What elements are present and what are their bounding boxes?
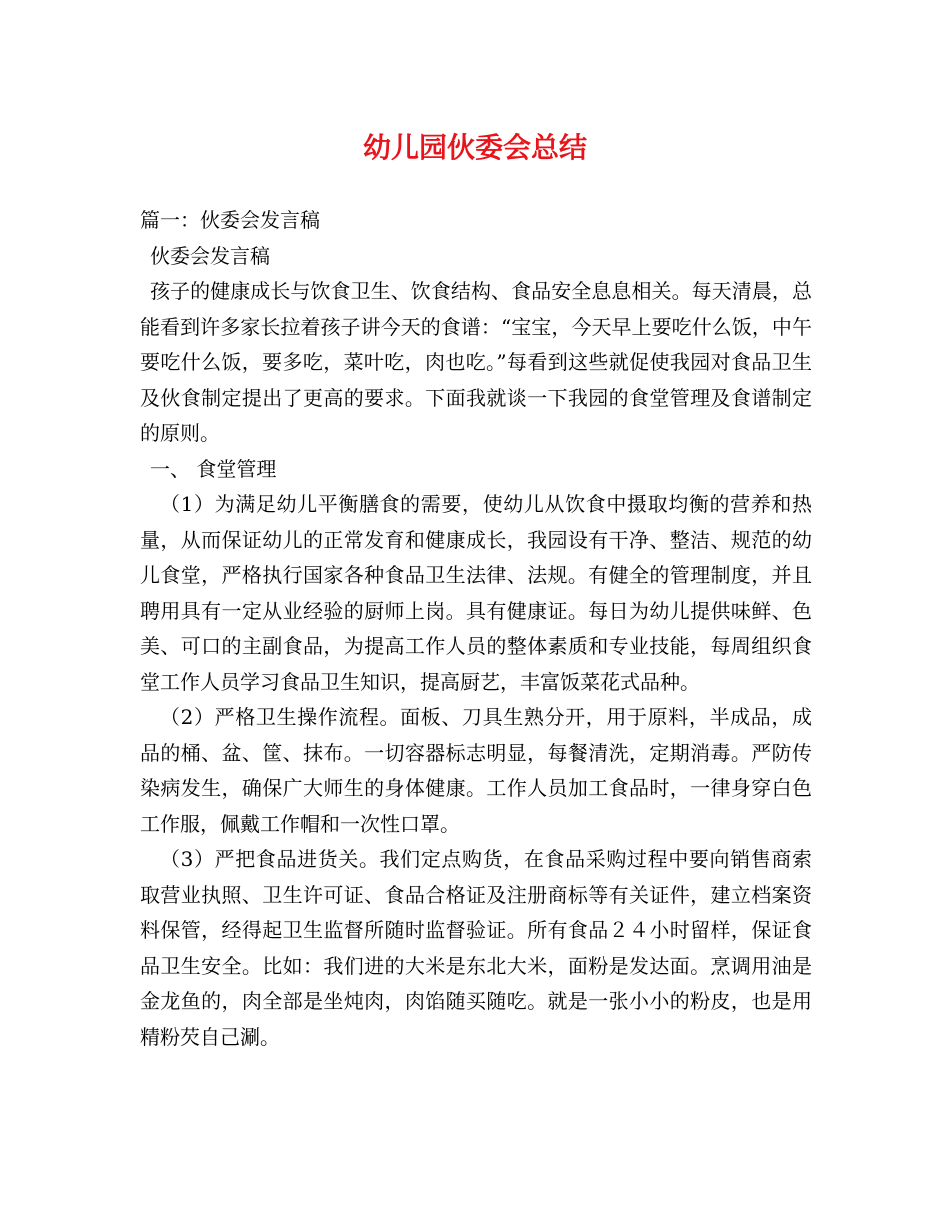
paragraph-item-2: （2）严格卫生操作流程。面板、刀具生熟分开，用于原料，半成品，成品的桶、盆、筐、抹布。一切容器标志明显，每餐清洗，定期消毒。严防传染病发生，确保广大师生的身体健康。工作人员加工食品时，一律身穿白色工作服，佩戴工作帽和一次性口罩。 — [140, 705, 812, 836]
intro-paragraph: 孩子的健康成长与饮食卫生、饮食结构、食品安全息息相关。每天清晨，总能看到许多家长拉着孩子讲今天的食谱：“宝宝，今天早上要吃什么饭，中午要吃什么饭，要多吃，菜叶吃，肉也吃。”每看到这些就促使我园对食品卫生及伙食制定提出了更高的要求。下面我就谈一下我园的食堂管理及食谱制定的原则。 — [140, 279, 812, 445]
paragraph-item-1: （1）为满足幼儿平衡膳食的需要，使幼儿从饮食中摄取均衡的营养和热量，从而保证幼儿的正常发育和健康成长，我园设有干净、整洁、规范的幼儿食堂，严格执行国家各种食品卫生法律、法规。有健全的管理制度，并且聘用具有一定从业经验的厨师上岗。具有健康证。每日为幼儿提供味鲜、色美、可口的主副食品，为提高工作人员的整体素质和专业技能，每周组织食堂工作人员学习食品卫生知识，提高厨艺，丰富饭菜花式品种。 — [140, 492, 812, 694]
section-heading: 篇一：伙委会发言稿 — [140, 208, 320, 232]
document-body — [140, 203, 812, 1055]
paragraph-item-3: （3）严把食品进货关。我们定点购货，在食品采购过程中要向销售商索取营业执照、卫生许可证、食品合格证及注册商标等有关证件，建立档案资料保管，经得起卫生监督所随时监督验证。所有食品２４小时留样，保证食品卫生安全。比如：我们进的大米是东北大米，面粉是发达面。烹调用油是金龙鱼的，肉全部是坐炖肉，肉馅随买随吃。就是一张小小的粉皮，也是用精粉芡自己涮。 — [140, 847, 812, 1049]
canteen-management-heading: 一、 食堂管理 — [150, 456, 277, 481]
subsection-heading: 伙委会发言稿 — [150, 243, 270, 268]
document-title: 幼儿园伙委会总结 — [362, 131, 587, 164]
